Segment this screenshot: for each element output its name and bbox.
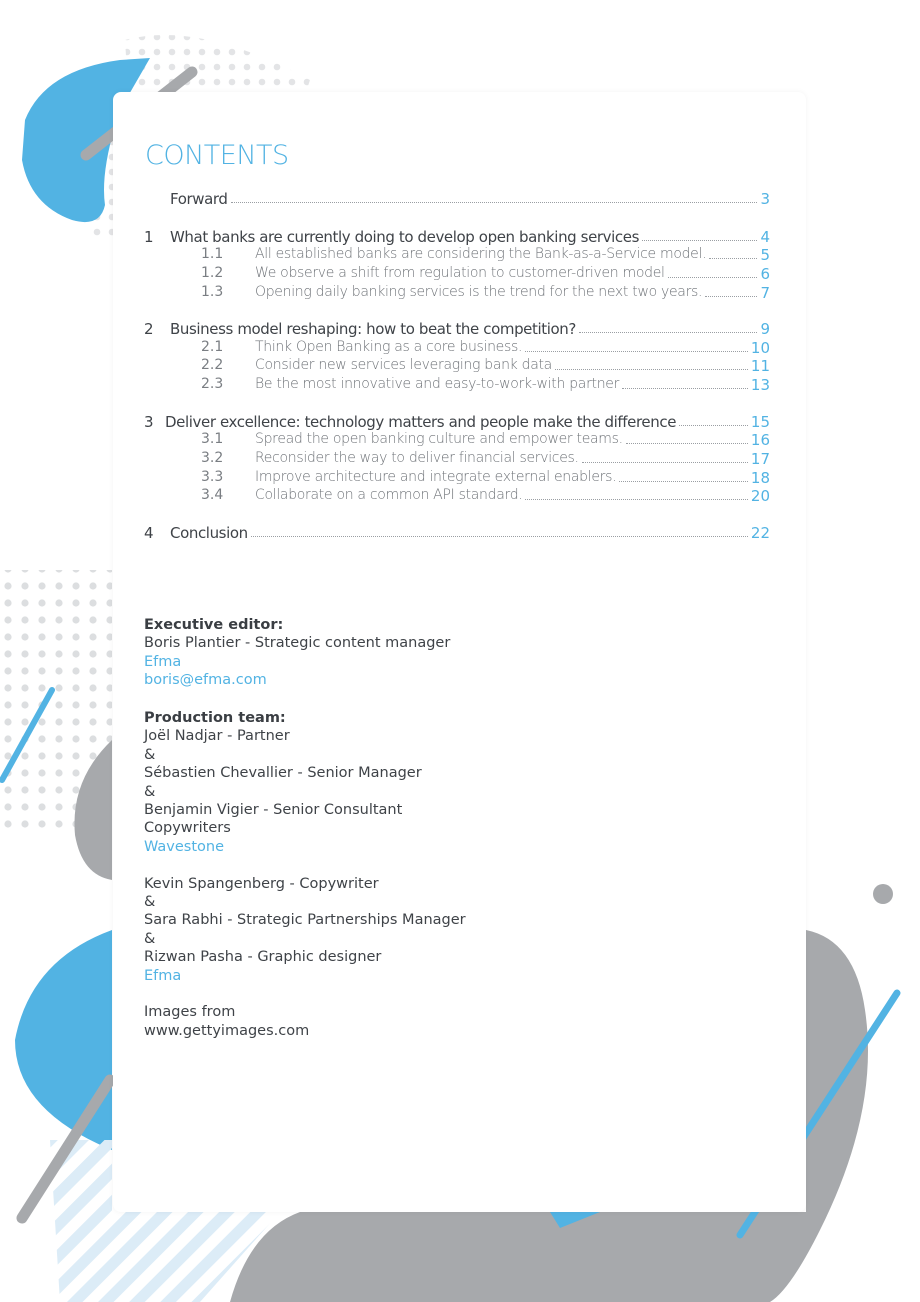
toc-entry-forward[interactable] bbox=[144, 190, 770, 208]
toc-number: 1.2 bbox=[201, 265, 224, 281]
toc-number: 3.1 bbox=[201, 431, 224, 447]
toc-entry-section-1[interactable] bbox=[144, 228, 770, 246]
team-role: Copywriters bbox=[144, 820, 231, 837]
toc-label: What banks are currently doing to develop open banking services bbox=[170, 228, 642, 246]
toc-entry-3-3[interactable] bbox=[144, 469, 770, 487]
org-efma: Efma bbox=[144, 967, 182, 984]
toc-label: Be the most innovative and easy-to-work-with partner bbox=[255, 376, 622, 392]
team-member: Benjamin Vigier - Senior Consultant bbox=[144, 802, 403, 819]
toc-entry-2-1[interactable] bbox=[144, 339, 770, 357]
ampersand: & bbox=[144, 930, 156, 947]
credits-executive-editor bbox=[144, 616, 450, 690]
toc-label: We observe a shift from regulation to customer-driven model bbox=[255, 265, 668, 281]
toc-leader bbox=[555, 369, 748, 370]
toc-entry-section-2[interactable] bbox=[144, 320, 770, 338]
toc-page: 3 bbox=[757, 190, 770, 208]
toc-page: 22 bbox=[748, 524, 770, 542]
toc-entry-3-1[interactable] bbox=[144, 431, 770, 449]
toc-page: 18 bbox=[748, 469, 770, 487]
page-title: CONTENTS bbox=[145, 140, 289, 171]
toc-entry-section-3[interactable] bbox=[144, 413, 770, 431]
toc-leader bbox=[626, 443, 748, 444]
toc-leader bbox=[525, 351, 748, 352]
toc-entry-3-4[interactable] bbox=[144, 487, 770, 505]
toc-entry-section-4[interactable] bbox=[144, 524, 770, 542]
toc-page: 20 bbox=[748, 487, 770, 505]
production-team-heading: Production team: bbox=[144, 710, 286, 726]
toc-leader bbox=[582, 462, 748, 463]
toc-number: 1 bbox=[144, 228, 154, 246]
toc-number: 1.3 bbox=[201, 284, 224, 300]
toc-number: 3 bbox=[144, 413, 154, 431]
toc-page: 15 bbox=[748, 413, 770, 431]
toc-entry-1-3[interactable] bbox=[144, 284, 770, 302]
toc-page: 5 bbox=[757, 246, 770, 264]
toc-leader bbox=[642, 240, 757, 241]
toc-page: 17 bbox=[748, 450, 770, 468]
toc-entry-2-3[interactable] bbox=[144, 376, 770, 394]
toc-leader bbox=[679, 425, 748, 426]
toc-number: 2 bbox=[144, 320, 154, 338]
exec-editor-org: Efma bbox=[144, 653, 182, 670]
toc-number: 1.1 bbox=[201, 246, 224, 262]
toc-entry-3-2[interactable] bbox=[144, 450, 770, 468]
toc-page: 13 bbox=[748, 376, 770, 394]
toc-leader bbox=[668, 277, 757, 278]
toc-entry-1-2[interactable] bbox=[144, 265, 770, 283]
toc-page: 4 bbox=[757, 228, 770, 246]
toc-leader bbox=[525, 499, 748, 500]
toc-page: 7 bbox=[757, 284, 770, 302]
toc-page: 16 bbox=[748, 431, 770, 449]
org-wavestone: Wavestone bbox=[144, 838, 225, 855]
team-member: Sébastien Chevallier - Senior Manager bbox=[144, 765, 422, 782]
toc-label: Collaborate on a common API standard. bbox=[255, 487, 525, 503]
toc-leader bbox=[231, 202, 757, 203]
toc-number: 2.1 bbox=[201, 339, 224, 355]
team-member: Joël Nadjar - Partner bbox=[144, 728, 290, 745]
image-credit: Images from bbox=[144, 1004, 236, 1021]
team-member: Kevin Spangenberg - Copywriter bbox=[144, 875, 379, 892]
exec-editor-heading: Executive editor: bbox=[144, 617, 284, 633]
toc-label: Deliver excellence: technology matters and people make the difference bbox=[165, 413, 679, 431]
ampersand: & bbox=[144, 783, 156, 800]
toc-leader bbox=[251, 536, 748, 537]
toc-leader bbox=[619, 481, 748, 482]
team-member: Sara Rabhi - Strategic Partnerships Manager bbox=[144, 912, 466, 929]
toc-leader bbox=[705, 296, 757, 297]
toc-label: Reconsider the way to deliver financial services. bbox=[255, 450, 582, 466]
exec-editor-email-link[interactable]: boris@efma.com bbox=[144, 672, 267, 689]
toc-number: 3.2 bbox=[201, 450, 224, 466]
toc-leader bbox=[579, 332, 757, 333]
toc-label: Conclusion bbox=[170, 524, 251, 542]
toc-entry-1-1[interactable] bbox=[144, 246, 770, 264]
toc-label: Consider new services leveraging bank data bbox=[255, 357, 555, 373]
toc-label: Think Open Banking as a core business. bbox=[255, 339, 525, 355]
toc-page: 6 bbox=[757, 265, 770, 283]
toc-number: 2.2 bbox=[201, 357, 224, 373]
toc-entry-2-2[interactable] bbox=[144, 357, 770, 375]
toc-number: 3.4 bbox=[201, 487, 224, 503]
toc-label: All established banks are considering the Bank-as-a-Service model. bbox=[255, 246, 709, 262]
image-credit-url[interactable]: www.gettyimages.com bbox=[144, 1022, 310, 1039]
toc-leader bbox=[622, 388, 748, 389]
toc-label: Opening daily banking services is the trend for the next two years. bbox=[255, 284, 705, 300]
toc-number: 3.3 bbox=[201, 469, 224, 485]
team-member: Rizwan Pasha - Graphic designer bbox=[144, 949, 382, 966]
toc-page: 11 bbox=[748, 357, 770, 375]
gray-dot-right bbox=[873, 884, 893, 904]
credits-production-team bbox=[144, 709, 466, 1040]
toc-page: 9 bbox=[757, 320, 770, 338]
toc-label: Spread the open banking culture and empower teams. bbox=[255, 431, 626, 447]
blue-blob-bottom-left bbox=[15, 930, 112, 1150]
toc-label: Business model reshaping: how to beat the competition? bbox=[170, 320, 579, 338]
exec-editor-name: Boris Plantier - Strategic content manager bbox=[144, 635, 451, 652]
toc-number: 2.3 bbox=[201, 376, 224, 392]
ampersand: & bbox=[144, 894, 156, 911]
toc-page: 10 bbox=[748, 339, 770, 357]
toc-leader bbox=[709, 258, 757, 259]
toc-number: 4 bbox=[144, 524, 154, 542]
toc-label: Improve architecture and integrate external enablers. bbox=[255, 469, 619, 485]
toc-label: Forward bbox=[170, 190, 231, 208]
ampersand: & bbox=[144, 746, 156, 763]
